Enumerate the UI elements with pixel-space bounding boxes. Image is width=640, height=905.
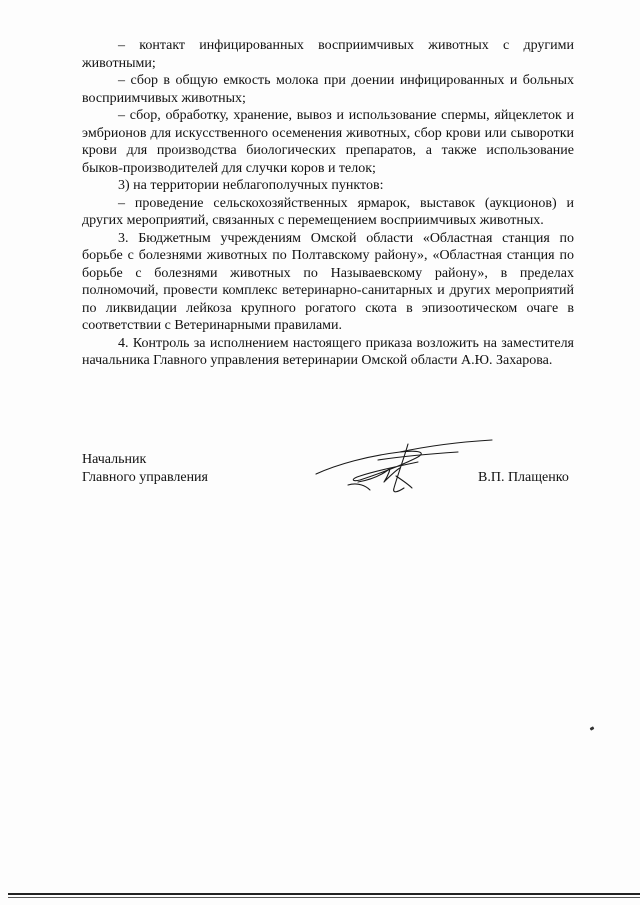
paragraph-fairs-ban: – проведение сельскохозяйственных ярмарок, выставок (аукционов) и других мероприятий, связанных с перемещением восприимчивых животных. [82,195,574,228]
paragraph-unfavorable-points-heading: 3) на территории неблагополучных пунктов: [118,178,384,193]
paragraph-sperm-collection: – сбор, обработку, хранение, вывоз и использование спермы, яйцеклеток и эмбрионов для искусственного осеменения животных, сбор крови или сыворотки крови для производства биологических препаратов, а также использование быков-производителей для случки коров и телок; [82,108,574,176]
signatory-position-line2: Главного управления [82,470,208,485]
page-bottom-edge-shadow [8,897,640,898]
page-bottom-edge [8,893,640,895]
signatory-position [82,451,208,487]
document-body [82,37,574,370]
signatory-position-line1: Начальник [82,452,147,467]
signatory-name: В.П. Плащенко [478,470,569,485]
paragraph-contact-animals: – контакт инфицированных восприимчивых животных с другими животными; [82,38,574,71]
paragraph-milk-collection: – сбор в общую емкость молока при доении инфицированных и больных восприимчивых животных; [82,73,574,106]
scan-speck [590,726,595,731]
paragraph-budget-institutions: 3. Бюджетным учреждениям Омской области «Областная станция по борьбе с болезнями животных по Полтавскому району», «Областная станция по борьбе с болезнями животных по Называевскому району», в пределах полномочий, провести комплекс ветеринарно-санитарных и других мероприятий по ликвидации лейкоза крупного рогатого скота в эпизоотическом очаге в соответствии с Ветеринарными правилами. [82,230,574,333]
handwritten-signature [308,430,498,500]
paragraph-control: 4. Контроль за исполнением настоящего приказа возложить на заместителя начальника Главного управления ветеринарии Омской области А.Ю. Захарова. [82,335,574,368]
